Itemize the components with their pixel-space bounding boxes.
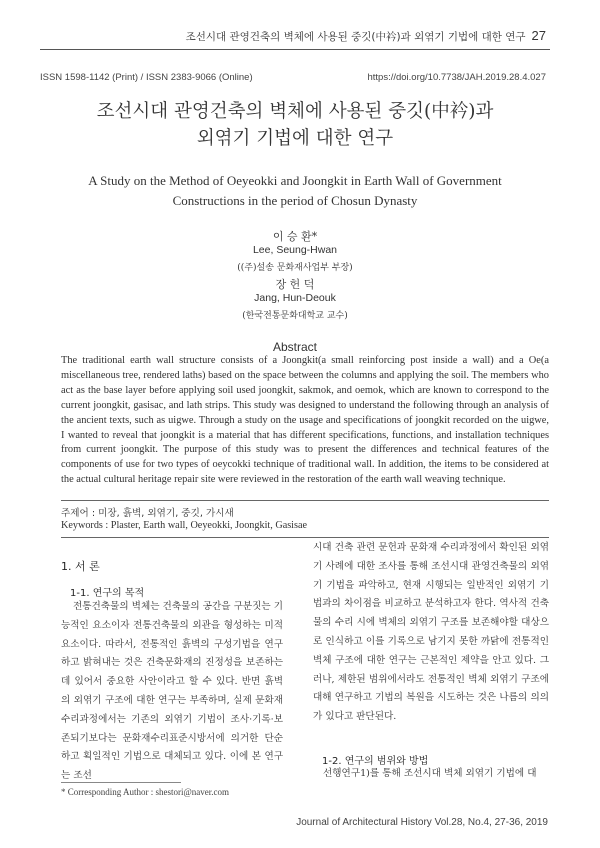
author-1-name-ko: 이 승 환* <box>272 230 318 243</box>
author-1-name-en: Lee, Seung-Hwan <box>252 244 338 256</box>
subsection-heading-purpose: 1-1. 연구의 목적 <box>70 588 145 599</box>
intro-right-paragraph: 시대 건축 관련 문헌과 문화재 수리과정에서 확인된 외엮기 사례에 대한 조사를 통해 조선시대 관영건축물의 외엮기 기법을 파악하고, 현재 시행되는 일반적인 외엮기 기법과의 차이점을 비교하고 분석하고자 한다. 역사적 건축물의 수리 시에 벽체의 외엮기 구조를 보존해야할 대상으로 인식하고 이를 기록으로 남기지 못한 까닭에 전통적인 벽체 구조에 대한 연구는 근본적인 제약을 안고 있다. 그러나, 제한된 범위에서라도 전통적인 벽체 외엮기 구조에 대해 연구하고 기법의 복원을 시도하는 것은 나름의 의의가 있다고 판단된다. <box>313 542 549 723</box>
author-2-affiliation: (한국전통문화대학교 교수) <box>242 311 348 321</box>
author-2-name-ko: 장 헌 덕 <box>275 278 315 291</box>
title-ko-line2: 외엮기 기법에 대한 연구 <box>196 128 394 149</box>
header-rule <box>40 49 550 50</box>
doi-link[interactable]: https://doi.org/10.7738/JAH.2019.28.4.027 <box>367 72 546 83</box>
keywords-rule-bottom <box>61 537 549 538</box>
author-1-affiliation: ((주)설송 문화재사업부 부장) <box>237 263 353 273</box>
paper-title-en <box>40 171 550 211</box>
title-en-line2: Constructions in the period of Chosun Dynasty <box>172 193 418 208</box>
scope-paragraph: 선행연구1)를 통해 조선시대 벽체 외엮기 기법에 대 <box>323 768 537 779</box>
intro-left-paragraph: 전통건축물의 벽체는 건축물의 공간을 구분짓는 기능적인 요소이자 전통건축물의 외관을 형성하는 미적 요소이다. 따라서, 전통적인 흙벽의 구성기법을 연구하고 밝혀내는 것은 건축문화재의 진정성을 보존하는데 있어서 중요한 사안이라고 할 수 있다. 반면 흙벽의 외엮기 구조에 대한 연구는 부족하며, 실제 문화재수리과정에서는 기존의 외엮기 기법이 조사·기록·보존되기보다는 문화재수리표준시방서에 의거한 단순하고 획일적인 기법으로 대체되고 있다. 이에 본 연구는 조선 <box>61 601 283 782</box>
page-number: 27 <box>531 28 546 43</box>
keywords-ko: 주제어 : 미장, 흙벽, 외엮기, 중깃, 가시새 <box>61 508 234 519</box>
paper-title-ko <box>40 98 550 152</box>
subsection-heading-scope: 1-2. 연구의 범위와 방법 <box>322 756 429 767</box>
footnote-corresponding-author: * Corresponding Author : shestori@naver.com <box>61 787 230 797</box>
title-en-line1: A Study on the Method of Oeyeokki and Joongkit in Earth Wall of Government <box>88 173 502 188</box>
author-2-name-en: Jang, Hun-Deouk <box>254 292 336 304</box>
journal-footer: Journal of Architectural History Vol.28, No.4, 27-36, 2019 <box>296 817 548 828</box>
title-ko-line1: 조선시대 관영건축의 벽체에 사용된 중깃(中衿)과 <box>96 101 494 122</box>
footnote-rule <box>61 782 181 783</box>
abstract-heading: Abstract <box>272 340 317 354</box>
keywords-en: Keywords : Plaster, Earth wall, Oeyeokki, Joongkit, Gasisae <box>61 520 308 531</box>
running-header <box>186 28 546 44</box>
keywords-rule-top <box>61 500 549 501</box>
section-heading-intro: 1. 서 론 <box>61 560 100 573</box>
running-header-title: 조선시대 관영건축의 벽체에 사용된 중깃(中衿)과 외엮기 기법에 대한 연구 <box>185 31 526 43</box>
abstract-text: The traditional earth wall structure consists of a Joongkit(a small reinforcing post inside a wall) and a Oe(a miscellaneous tree, rendered laths) based on the space between the columns and applying the soil. The members who act as the base layer before applying soil used joongkit, sakmok, and oemok, which are known to correspond to the current joongkit, gasisac, and lath strips. This study was designed to understand the following through an analysis of the ancient texts, such as uigwe. Through a study on the usage and specifications of joongkit recorded on the uigwe, I wanted to reveal that joongkit is a material that has different specifications, functions, and installation techniques from current joongkit. The purpose of this study was to present the differences and technical features of the components of use for two types of oeycokki technique of traditional wall. In addition, the items to be considered at the actual cultural heritage repair site were reviewed in the restoration of the earth wall weaving technique. <box>61 355 549 486</box>
issn: ISSN 1598-1142 (Print) / ISSN 2383-9066 (Online) <box>40 72 253 83</box>
